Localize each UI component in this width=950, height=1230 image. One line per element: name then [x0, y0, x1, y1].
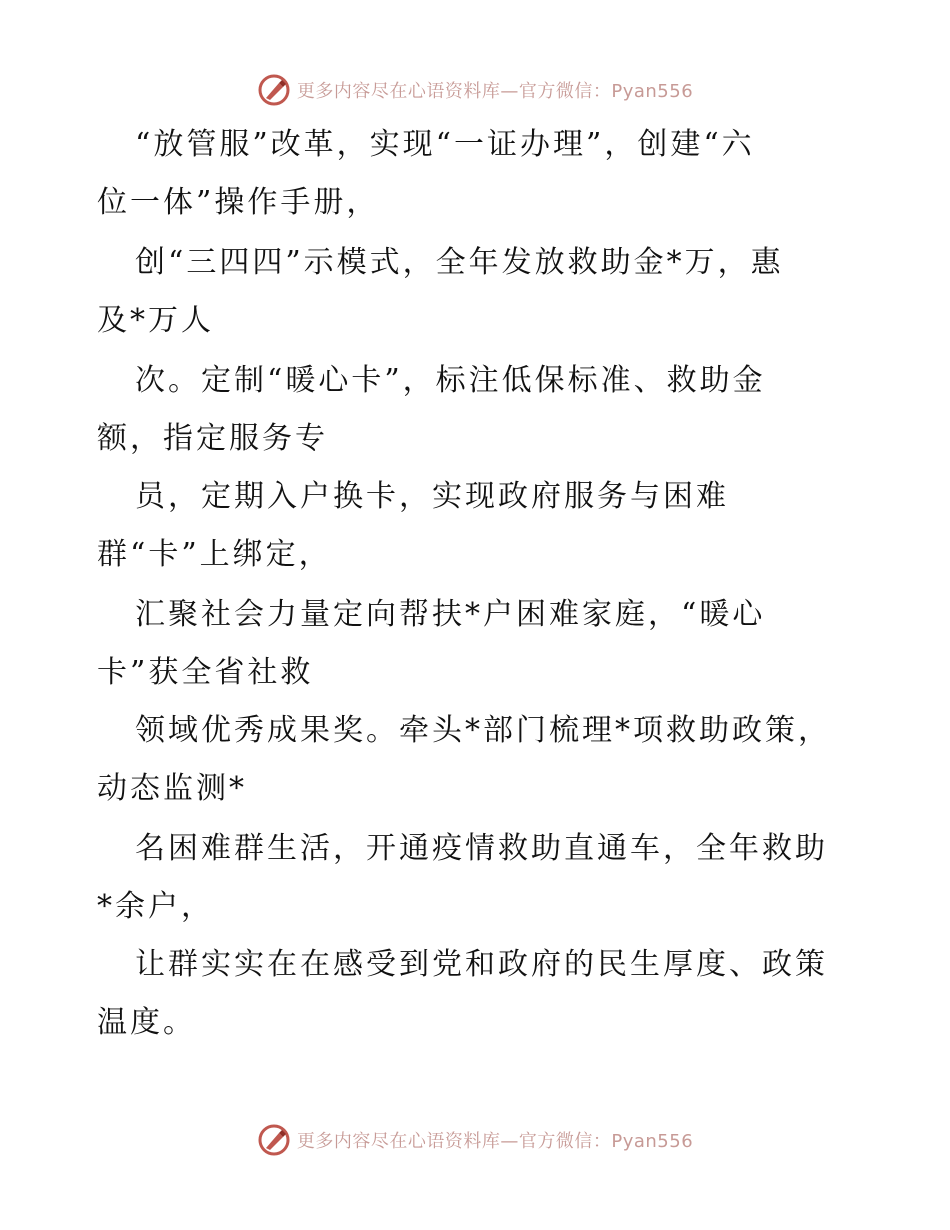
- watermark-footer: [0, 1120, 950, 1160]
- paragraph-line: 温度。: [97, 1005, 196, 1040]
- paragraph-line: 领域优秀成果奖。牵头*部门梳理*项救助政策，: [135, 713, 831, 748]
- paragraph-line: 让群实实在在感受到党和政府的民生厚度、政策: [135, 947, 828, 982]
- watermark-text: 更多内容尽在心语资料库—官方微信：Pyan556: [296, 81, 694, 102]
- paragraph-line: 次。定制“暖心卡”，标注低保标准、救助金: [135, 363, 766, 398]
- paragraph-line: “放管服”改革，实现“一证办理”，创建“六: [135, 127, 755, 162]
- paragraph-line: 动态监测*: [97, 771, 247, 806]
- paragraph-line: *余户，: [97, 889, 214, 924]
- pen-seal-icon: [257, 73, 291, 107]
- paragraph-line: 汇聚社会力量定向帮扶*户困难家庭，“暖心: [135, 597, 766, 632]
- paragraph-line: 员，定期入户换卡，实现政府服务与困难: [135, 479, 729, 514]
- paragraph-line: 群“卡”上绑定，: [97, 537, 332, 572]
- paragraph-line: 卡”获全省社救: [97, 655, 314, 690]
- paragraph-line: 位一体”操作手册，: [97, 185, 380, 220]
- watermark-header: [0, 70, 950, 110]
- paragraph-line: 名困难群生活，开通疫情救助直通车，全年救助: [135, 831, 828, 866]
- paragraph-line: 额，指定服务专: [97, 421, 328, 456]
- paragraph-line: 创“三四四”示模式，全年发放救助金*万，惠: [135, 245, 784, 280]
- watermark-text: 更多内容尽在心语资料库—官方微信：Pyan556: [296, 1131, 694, 1152]
- paragraph-line: 及*万人: [97, 303, 214, 338]
- pen-seal-icon: [257, 1123, 291, 1157]
